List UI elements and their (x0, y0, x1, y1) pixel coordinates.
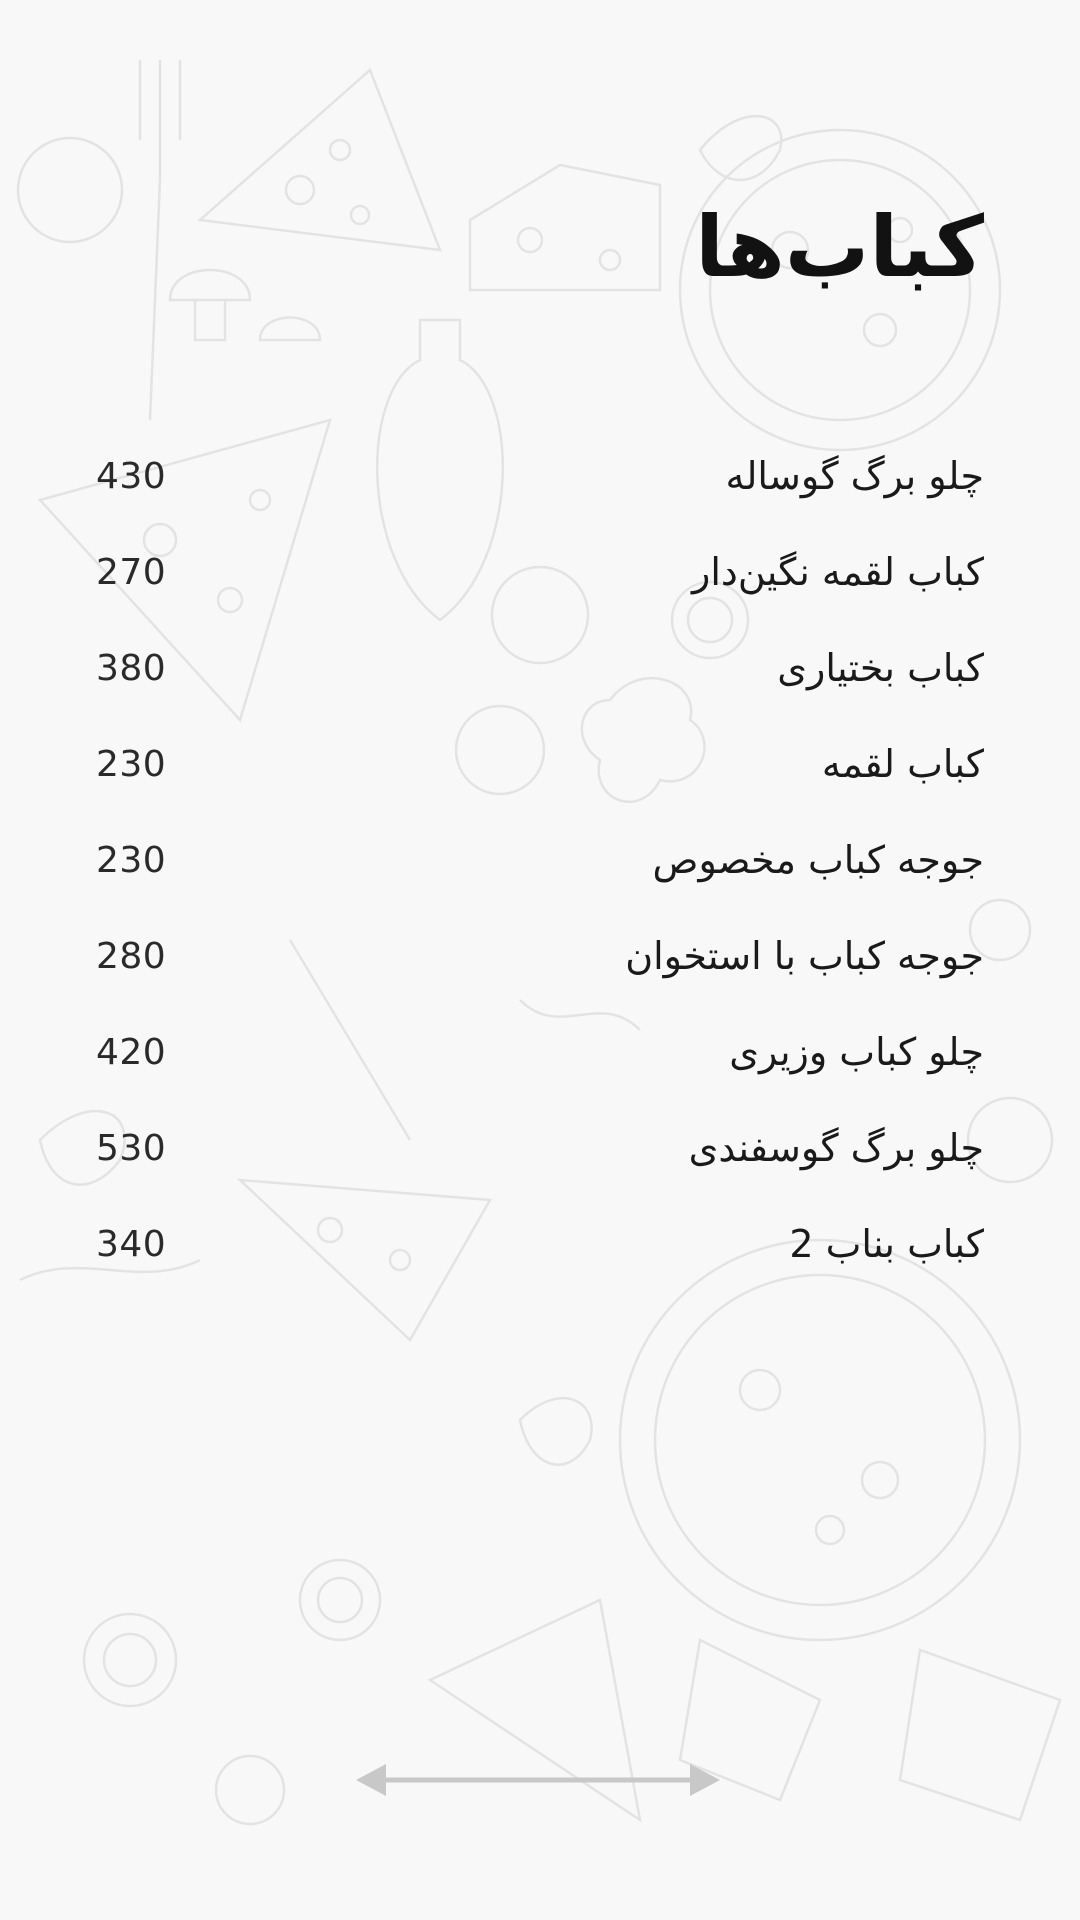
menu-item[interactable] (96, 1196, 984, 1292)
menu-item[interactable] (96, 1100, 984, 1196)
item-name: جوجه کباب با استخوان (625, 934, 984, 978)
item-name: کباب بختیاری (777, 646, 984, 690)
menu-item[interactable] (96, 1004, 984, 1100)
item-name: چلو برگ گوسفندی (688, 1126, 984, 1170)
item-name: کباب لقمه نگین‌دار (692, 550, 984, 594)
menu-item[interactable] (96, 908, 984, 1004)
left-right-arrow-icon[interactable] (356, 1762, 720, 1798)
item-price: 270 (96, 551, 167, 593)
item-price: 530 (96, 1127, 167, 1169)
item-price: 340 (96, 1223, 167, 1265)
menu-item[interactable] (96, 524, 984, 620)
item-price: 230 (96, 743, 167, 785)
menu-item[interactable] (96, 620, 984, 716)
item-name: کباب لقمه (821, 742, 984, 786)
menu-item[interactable] (96, 428, 984, 524)
item-price: 380 (96, 647, 167, 689)
menu-list (96, 428, 984, 1292)
item-price: 280 (96, 935, 167, 977)
item-name: کباب بناب 2 (789, 1222, 984, 1266)
item-price: 430 (96, 455, 167, 497)
item-name: چلو برگ گوساله (725, 454, 984, 498)
item-name: جوجه کباب مخصوص (652, 838, 984, 882)
item-price: 230 (96, 839, 167, 881)
menu-item[interactable] (96, 716, 984, 812)
item-name: چلو کباب وزیری (729, 1030, 984, 1074)
menu-item[interactable] (96, 812, 984, 908)
item-price: 420 (96, 1031, 167, 1073)
page-title: کباب‌ها (695, 198, 984, 296)
